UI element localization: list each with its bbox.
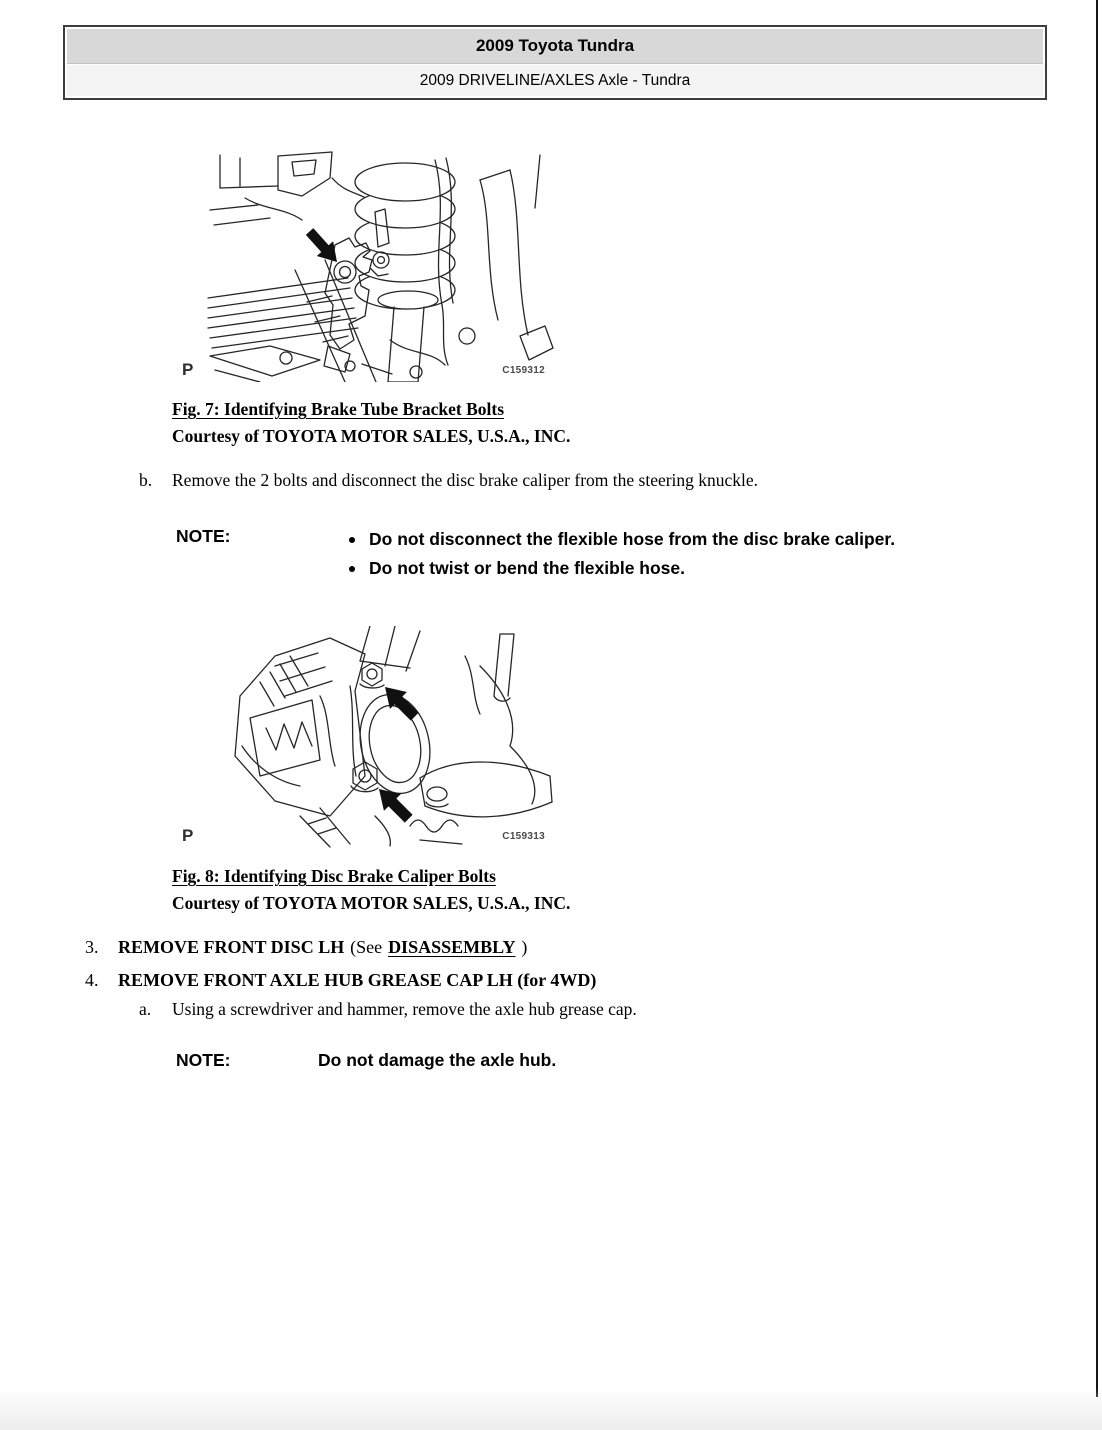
note-1-bullet-text: Do not disconnect the flexible hose from the disc brake caliper. — [369, 529, 896, 549]
document-subtitle: 2009 DRIVELINE/AXLES Axle - Tundra — [67, 64, 1043, 96]
disassembly-link[interactable]: DISASSEMBLY — [388, 937, 516, 957]
list-item — [349, 558, 1069, 587]
step-3-see-close: ) — [521, 937, 528, 957]
note-1-label: NOTE: — [176, 526, 231, 546]
figure-8-caption-credit: Courtesy of TOYOTA MOTOR SALES, U.S.A., INC. — [172, 892, 571, 913]
substep-b-letter: b. — [139, 470, 153, 490]
list-item — [349, 529, 1069, 558]
note-1-bullet-text: Do not twist or bend the flexible hose. — [369, 558, 685, 578]
document-title: 2009 Toyota Tundra — [67, 29, 1043, 64]
substep-a-letter: a. — [139, 999, 152, 1019]
document-header-table — [63, 25, 1047, 100]
note-1-bullets — [349, 529, 1069, 587]
figure-7-code: C159312 — [502, 365, 545, 376]
step-4-number: 4. — [85, 970, 99, 990]
figure-7-illustration — [180, 150, 555, 382]
figure-8-illustration — [180, 626, 555, 848]
figure-7-watermark: P — [182, 360, 194, 379]
page-bottom-shadow — [0, 1388, 1102, 1430]
figure-7-caption — [172, 396, 570, 449]
bullet-icon — [349, 537, 355, 543]
substep-a-text: Using a screwdriver and hammer, remove the axle hub grease cap. — [172, 999, 637, 1019]
figure-8-caption-title: Fig. 8: Identifying Disc Brake Caliper Bolts — [172, 866, 496, 886]
step-3-title: REMOVE FRONT DISC LH — [118, 937, 345, 957]
figure-8-caption — [172, 863, 570, 916]
page-right-border — [1096, 0, 1098, 1397]
figure-8-watermark: P — [182, 826, 194, 845]
bullet-icon — [349, 566, 355, 572]
step-3-see-open: (See — [350, 937, 383, 957]
figure-7-caption-title: Fig. 7: Identifying Brake Tube Bracket Bolts — [172, 399, 505, 419]
substep-b-text: Remove the 2 bolts and disconnect the disc brake caliper from the steering knuckle. — [172, 470, 759, 490]
note-2-label: NOTE: — [176, 1050, 231, 1070]
step-4-title: REMOVE FRONT AXLE HUB GREASE CAP LH (for 4WD) — [118, 970, 597, 990]
figure-7-caption-credit: Courtesy of TOYOTA MOTOR SALES, U.S.A., INC. — [172, 425, 571, 446]
brake-tube-bracket-drawing — [180, 150, 555, 382]
arrow-pointer-icon — [371, 781, 418, 828]
disc-brake-caliper-drawing — [180, 626, 555, 848]
note-2-text: Do not damage the axle hub. — [318, 1050, 557, 1070]
step-3-number: 3. — [85, 937, 99, 957]
figure-8-code: C159313 — [502, 831, 545, 842]
